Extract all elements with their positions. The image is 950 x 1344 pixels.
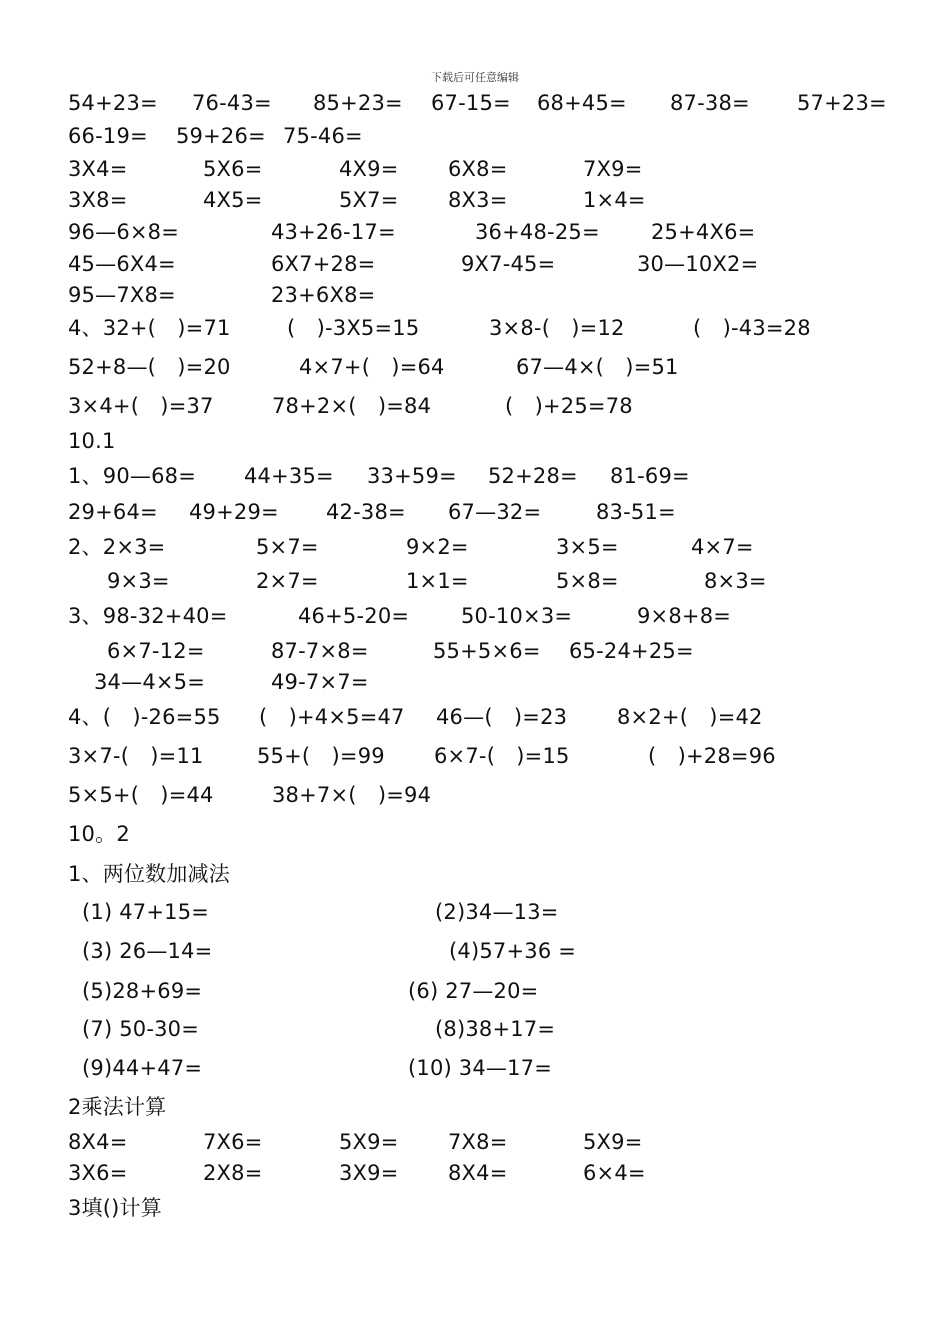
problem-text: 4X9= [339, 157, 399, 181]
problem-text: 4×7+( )=64 [299, 355, 445, 379]
problem-text: 1×1= [406, 569, 469, 593]
problem-text: 6×7-12= [107, 639, 205, 663]
problem-text: 55+( )=99 [257, 744, 385, 768]
problem-text: 87-7×8= [271, 639, 369, 663]
problem-text: 3×7-( )=11 [68, 744, 204, 768]
problem-text: 5X7= [339, 188, 399, 212]
problem-text: 30—10X2= [637, 252, 759, 276]
problem-text: 23+6X8= [271, 283, 376, 307]
problem-text: 78+2×( )=84 [272, 394, 432, 418]
problem-text: 1、90—68= [68, 464, 196, 488]
problem-text: 3X9= [339, 1161, 399, 1185]
problem-text: 8×2+( )=42 [617, 705, 763, 729]
problem-text: 4、32+( )=71 [68, 316, 231, 340]
problem-text: 66-19= [68, 124, 148, 148]
problem-text: 3、98-32+40= [68, 604, 228, 628]
problem-text: 55+5×6= [433, 639, 541, 663]
problem-text: (6) 27—20= [408, 979, 539, 1003]
problem-text: (7) 50-30= [82, 1017, 200, 1041]
problem-text: (9)44+47= [82, 1056, 203, 1080]
problem-text: ( )+28=96 [648, 744, 776, 768]
problem-text: 5X6= [203, 157, 263, 181]
problem-text: 9×3= [107, 569, 170, 593]
problem-text: 42-38= [326, 500, 406, 524]
problem-text: 5×5+( )=44 [68, 783, 214, 807]
problem-text: 29+64= [68, 500, 158, 524]
problem-text: 8X3= [448, 188, 508, 212]
problem-text: 6×7-( )=15 [434, 744, 570, 768]
problem-text: 34—4×5= [94, 670, 206, 694]
problem-text: 3×4+( )=37 [68, 394, 214, 418]
problem-text: 68+45= [537, 91, 627, 115]
problem-text: 50-10×3= [461, 604, 573, 628]
problem-text: 75-46= [283, 124, 363, 148]
problem-text: (4)57+36 = [449, 939, 577, 963]
problem-text: 10。2 [68, 822, 130, 846]
problem-text: 6×4= [583, 1161, 646, 1185]
problem-text: 36+48-25= [475, 220, 600, 244]
problem-text: 54+23= [68, 91, 158, 115]
problem-text: 76-43= [192, 91, 272, 115]
problem-text: 7X6= [203, 1130, 263, 1154]
problem-text: (1) 47+15= [82, 900, 210, 924]
problem-text: 5×7= [256, 535, 319, 559]
problem-text: ( )-3X5=15 [287, 316, 420, 340]
problem-text: 95—7X8= [68, 283, 176, 307]
problem-text: 3X8= [68, 188, 128, 212]
problem-text: 2X8= [203, 1161, 263, 1185]
problem-text: 5X9= [583, 1130, 643, 1154]
problem-text: 5×8= [556, 569, 619, 593]
problem-text: 3X6= [68, 1161, 128, 1185]
problem-text: 6X8= [448, 157, 508, 181]
problem-text: 2×7= [256, 569, 319, 593]
problem-text: 59+26= [176, 124, 266, 148]
problem-text: 8X4= [448, 1161, 508, 1185]
problem-text: 45—6X4= [68, 252, 176, 276]
problem-text: 67—4×( )=51 [516, 355, 679, 379]
problem-text: 38+7×( )=94 [272, 783, 432, 807]
problem-text: 1、两位数加减法 [68, 862, 230, 886]
problem-text: (8)38+17= [435, 1017, 556, 1041]
problem-text: 33+59= [367, 464, 457, 488]
problem-text: 10.1 [68, 429, 116, 453]
problem-text: ( )-43=28 [693, 316, 811, 340]
problem-text: 8×3= [704, 569, 767, 593]
problem-text: 43+26-17= [271, 220, 396, 244]
problem-text: 44+35= [244, 464, 334, 488]
problem-text: 3填()计算 [68, 1196, 162, 1220]
problem-text: ( )+25=78 [505, 394, 633, 418]
problem-text: 49-7×7= [271, 670, 369, 694]
problem-text: 83-51= [596, 500, 676, 524]
problem-text: 46+5-20= [298, 604, 410, 628]
problem-text: 4×7= [691, 535, 754, 559]
problem-text: 9X7-45= [461, 252, 556, 276]
page-header: 下载后可任意编辑 [431, 71, 519, 84]
problem-text: 81-69= [610, 464, 690, 488]
problem-text: (3) 26—14= [82, 939, 213, 963]
problem-text: 6X7+28= [271, 252, 376, 276]
problem-text: 7X8= [448, 1130, 508, 1154]
problem-text: 5X9= [339, 1130, 399, 1154]
problem-text: 65-24+25= [569, 639, 694, 663]
problem-text: (10) 34—17= [408, 1056, 553, 1080]
problem-text: 1×4= [583, 188, 646, 212]
problem-text: 9×8+8= [637, 604, 732, 628]
problem-text: 85+23= [313, 91, 403, 115]
problem-text: 52+28= [488, 464, 578, 488]
problem-text: 96—6×8= [68, 220, 180, 244]
problem-text: (2)34—13= [435, 900, 559, 924]
problem-text: 46—( )=23 [436, 705, 568, 729]
problem-text: 3×5= [556, 535, 619, 559]
problem-text: 3X4= [68, 157, 128, 181]
problem-text: 2乘法计算 [68, 1095, 167, 1119]
problem-text: 67—32= [448, 500, 542, 524]
problem-text: 87-38= [670, 91, 750, 115]
problem-text: 9×2= [406, 535, 469, 559]
problem-text: 4、( )-26=55 [68, 705, 221, 729]
problem-text: 25+4X6= [651, 220, 756, 244]
problem-text: 3×8-( )=12 [489, 316, 625, 340]
problem-text: 49+29= [189, 500, 279, 524]
problem-text: 4X5= [203, 188, 263, 212]
problem-text: 8X4= [68, 1130, 128, 1154]
problem-text: 2、2×3= [68, 535, 166, 559]
problem-text: ( )+4×5=47 [259, 705, 405, 729]
problem-text: 52+8—( )=20 [68, 355, 231, 379]
problem-text: 57+23= [797, 91, 887, 115]
problem-text: 67-15= [431, 91, 511, 115]
problem-text: (5)28+69= [82, 979, 203, 1003]
problem-text: 7X9= [583, 157, 643, 181]
